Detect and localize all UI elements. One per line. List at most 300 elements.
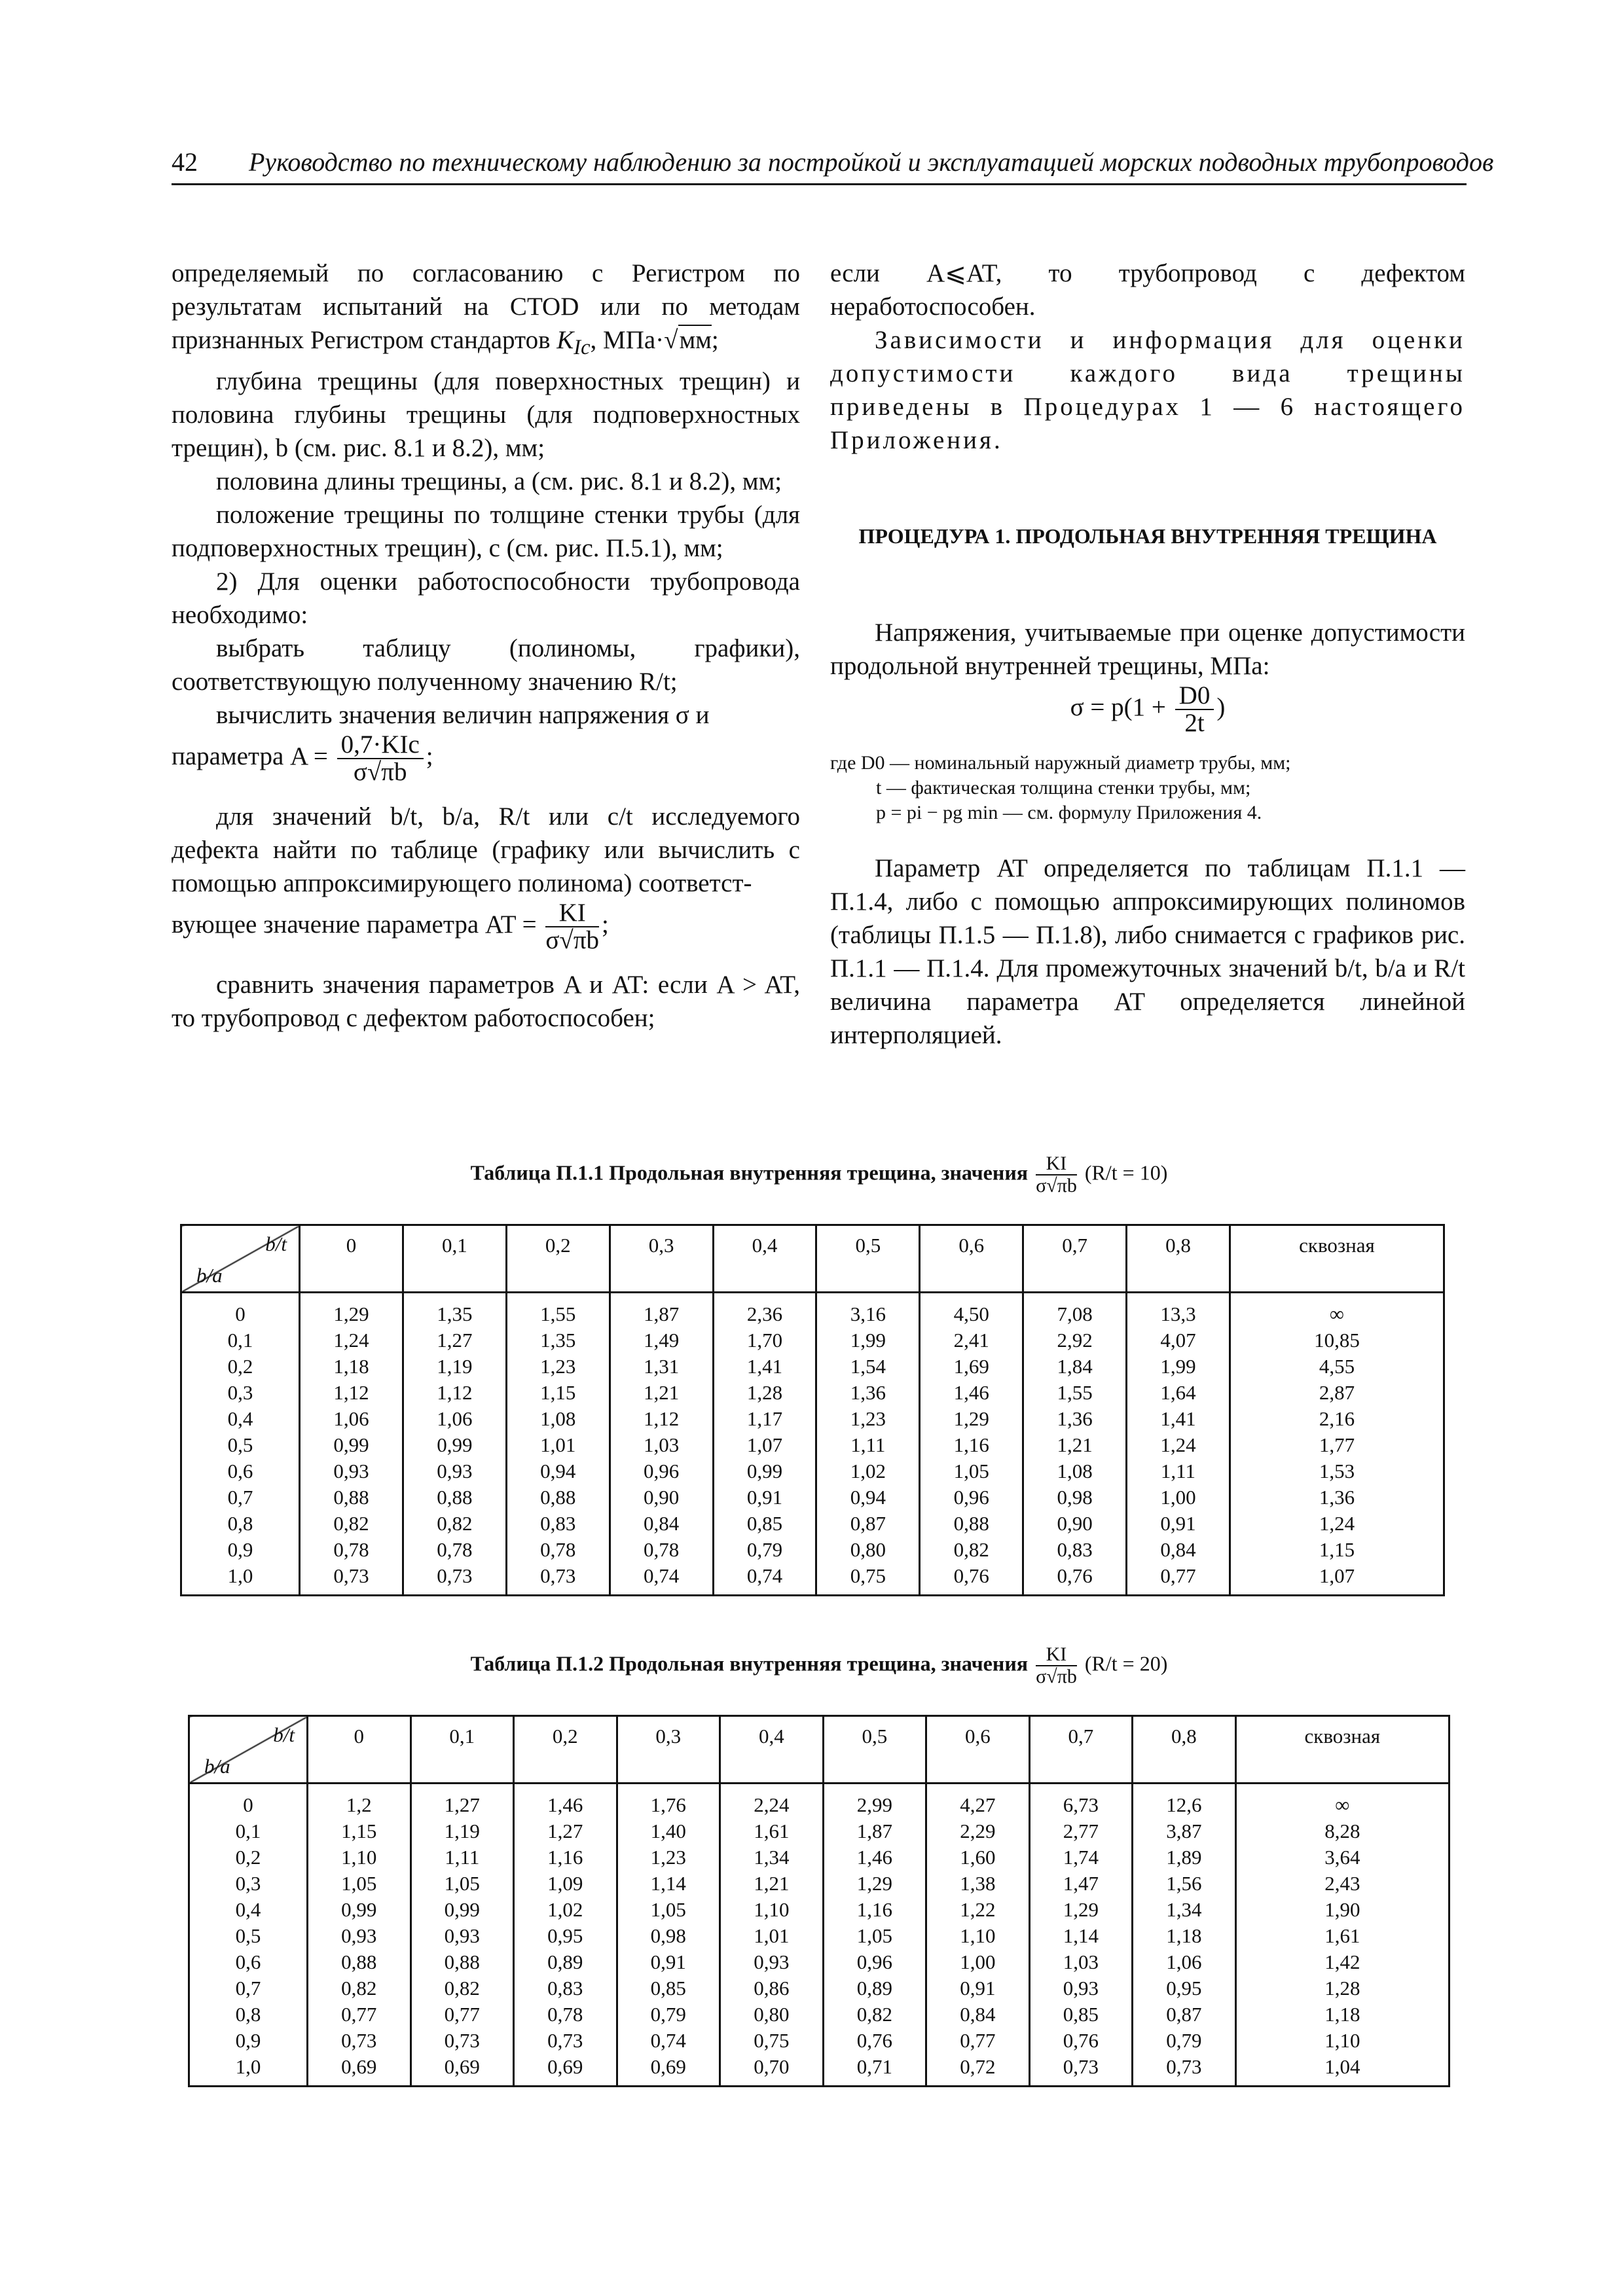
where-line-1: где D0 — номинальный наружный диаметр трубы, мм; xyxy=(830,752,1291,774)
table-column-cell xyxy=(514,1784,617,2087)
table-value: 1,05 xyxy=(341,1872,377,1895)
table-value: 0,72 xyxy=(960,2055,996,2078)
row-label: 0,4 xyxy=(235,1898,261,1921)
table-value: 1,90 xyxy=(1324,1898,1360,1921)
table-value: 0,99 xyxy=(444,1898,480,1921)
table-value: 0,93 xyxy=(437,1460,473,1482)
table-value: 1,11 xyxy=(445,1846,480,1869)
table-value: 0,87 xyxy=(850,1512,886,1535)
row-label: 0,3 xyxy=(235,1872,261,1895)
table-value: 1,09 xyxy=(547,1872,583,1895)
table-value: 1,29 xyxy=(333,1302,369,1325)
table-value: 1,19 xyxy=(437,1355,473,1378)
table-value: 0,73 xyxy=(1063,2055,1099,2078)
table-value: 0,88 xyxy=(953,1512,989,1535)
table-value: 1,03 xyxy=(643,1433,680,1456)
table-value: 0,85 xyxy=(650,1977,686,2000)
table-value: 1,10 xyxy=(754,1898,790,1921)
table-value: 1,17 xyxy=(746,1407,783,1430)
table-value: 1,12 xyxy=(643,1407,680,1430)
table-value: 0,88 xyxy=(341,1950,377,1973)
table-value: 0,98 xyxy=(1057,1486,1093,1509)
table-value: 0,69 xyxy=(650,2055,686,2078)
table-value: 1,76 xyxy=(650,1793,686,1816)
row-label: 0,1 xyxy=(227,1329,253,1352)
table-value: 1,38 xyxy=(960,1872,996,1895)
column-header: 0,5 xyxy=(816,1225,920,1293)
table-value: 1,01 xyxy=(540,1433,576,1456)
table-value: 1,15 xyxy=(1319,1538,1355,1561)
table-value: 0,73 xyxy=(1166,2055,1202,2078)
table-value: 4,50 xyxy=(953,1302,989,1325)
table-value: 1,11 xyxy=(850,1433,886,1456)
row-label: 0 xyxy=(243,1793,253,1816)
table-value: 1,27 xyxy=(444,1793,480,1816)
row-label: 0,5 xyxy=(227,1433,253,1456)
table-value: 0,82 xyxy=(437,1512,473,1535)
table-value: 1,06 xyxy=(333,1407,369,1430)
table-value: 1,69 xyxy=(953,1355,989,1378)
table-value: 1,46 xyxy=(547,1793,583,1816)
table-column-cell xyxy=(1023,1293,1127,1596)
table-value: 0,84 xyxy=(960,2003,996,2026)
table-value: 1,01 xyxy=(754,1924,790,1947)
table-value: 0,93 xyxy=(444,1924,480,1947)
column-header: 0,6 xyxy=(926,1716,1030,1784)
table-value: 1,74 xyxy=(1063,1846,1099,1869)
table-value: 1,12 xyxy=(333,1381,369,1404)
table-value: 0,73 xyxy=(341,2029,377,2052)
table-value: 0,95 xyxy=(547,1924,583,1947)
table-column-cell xyxy=(926,1784,1030,2087)
page-header xyxy=(172,143,1494,185)
table-value: 2,99 xyxy=(856,1793,892,1816)
table-value: 1,05 xyxy=(856,1924,892,1947)
table-value: 0,86 xyxy=(754,1977,790,2000)
fraction-sigma: $\frac{D0}{2t}$ xyxy=(1175,683,1214,736)
table-column-cell xyxy=(1230,1293,1444,1596)
table-value: 1,10 xyxy=(1324,2029,1360,2052)
table-column-cell xyxy=(713,1293,816,1596)
table-value: 0,73 xyxy=(444,2029,480,2052)
table-value: 0,91 xyxy=(650,1950,686,1973)
table-value: 10,85 xyxy=(1314,1329,1360,1352)
table-value: 1,60 xyxy=(960,1846,996,1869)
right-column xyxy=(830,257,1465,1052)
table-value: 0,78 xyxy=(547,2003,583,2026)
table-value: 1,23 xyxy=(540,1355,576,1378)
column-header: 0,1 xyxy=(410,1716,514,1784)
table-value: 7,08 xyxy=(1057,1302,1093,1325)
left-paragraph-5: 2) Для оценки работоспособности трубопровода необходимо: xyxy=(172,567,800,629)
table-1-caption: Таблица П.1.1 Продольная внутренняя трещина, значения $\frac{KI}{\sigma√\pi b}$ (R/t = 10) xyxy=(470,1153,1168,1196)
table-value: 0,98 xyxy=(650,1924,686,1947)
table-value: 1,29 xyxy=(1063,1898,1099,1921)
row-label: 1,0 xyxy=(235,2055,261,2078)
table-value: 0,99 xyxy=(746,1460,783,1482)
table-value: 0,76 xyxy=(953,1564,989,1587)
table-value: 2,87 xyxy=(1319,1381,1355,1404)
table-value: 1,53 xyxy=(1319,1460,1355,1482)
table-value: 0,85 xyxy=(1063,2003,1099,2026)
right-paragraph-1: если A⩽AT, то трубопровод с дефектом неработоспособен. xyxy=(830,259,1465,321)
table-value: 1,36 xyxy=(1319,1486,1355,1509)
table-value: 1,35 xyxy=(540,1329,576,1352)
table-value: ∞ xyxy=(1329,1302,1344,1325)
row-label: 0,8 xyxy=(235,2003,261,2026)
table-value: 1,18 xyxy=(1166,1924,1202,1947)
table-value: 2,16 xyxy=(1319,1407,1355,1430)
column-header: 0,7 xyxy=(1029,1716,1133,1784)
left-paragraph-11: сравнить значения параметров A и AT: если A > AT, то трубопровод с дефектом работоспособен; xyxy=(172,970,800,1032)
table-value: 1,10 xyxy=(960,1924,996,1947)
table-value: 1,40 xyxy=(650,1820,686,1842)
data-table-1 xyxy=(180,1224,1445,1596)
table-value: 0,75 xyxy=(850,1564,886,1587)
table-value: 0,93 xyxy=(333,1460,369,1482)
table-value: 0,75 xyxy=(754,2029,790,2052)
left-paragraph-3: половина длины трещины, a (см. рис. 8.1 и 8.2), мм; xyxy=(216,467,782,495)
table-value: 1,16 xyxy=(856,1898,892,1921)
row-label: 0,1 xyxy=(235,1820,261,1842)
table-column-cell xyxy=(617,1784,720,2087)
table-value: 1,36 xyxy=(850,1381,886,1404)
table-value: 1,21 xyxy=(1057,1433,1093,1456)
table-value: 1,29 xyxy=(953,1407,989,1430)
table-value: 0,79 xyxy=(746,1538,783,1561)
table-value: 0,78 xyxy=(437,1538,473,1561)
left-paragraph-7: вычислить значения величин напряжения σ и xyxy=(216,700,710,729)
row-label: 0,3 xyxy=(227,1381,253,1404)
table-value: 0,76 xyxy=(1063,2029,1099,2052)
table-column-cell xyxy=(720,1784,824,2087)
table-value: 1,14 xyxy=(650,1872,686,1895)
row-labels-column xyxy=(181,1293,300,1596)
running-title: Руководство по техническому наблюдению за постройкой и эксплуатацией морских подводных трубопроводов xyxy=(249,147,1494,177)
left-column xyxy=(172,257,800,1035)
row-label: 0,6 xyxy=(235,1950,261,1973)
table-column-cell xyxy=(410,1784,514,2087)
data-table-2 xyxy=(188,1715,1450,2087)
column-header: 0,5 xyxy=(823,1716,926,1784)
table-value: 4,55 xyxy=(1319,1355,1355,1378)
table-value: 0,94 xyxy=(850,1486,886,1509)
table-value: 0,99 xyxy=(437,1433,473,1456)
table-value: 0,78 xyxy=(333,1538,369,1561)
row-label: 0,8 xyxy=(227,1512,253,1535)
column-header: 0,7 xyxy=(1023,1225,1127,1293)
column-header: 0,1 xyxy=(403,1225,506,1293)
table-column-cell xyxy=(610,1293,713,1596)
table-value: 1,18 xyxy=(333,1355,369,1378)
column-header: 0,3 xyxy=(610,1225,713,1293)
column-header: 0,6 xyxy=(920,1225,1023,1293)
table-value: 1,89 xyxy=(1166,1846,1202,1869)
table-value: 0,74 xyxy=(746,1564,783,1587)
table-value: 1,49 xyxy=(643,1329,680,1352)
table-value: 0,96 xyxy=(643,1460,680,1482)
table-value: 1,87 xyxy=(856,1820,892,1842)
table-value: 1,46 xyxy=(953,1381,989,1404)
table-value: 13,3 xyxy=(1160,1302,1196,1325)
table-value: 0,80 xyxy=(754,2003,790,2026)
left-paragraph-1: определяемый по согласованию с Регистром по результатам испытаний на CTOD или по методам признанных Регистром стандартов $K_{Ic}$, МПа·√мм; xyxy=(172,259,800,359)
table-value: 0,95 xyxy=(1166,1977,1202,2000)
table-value: 1,24 xyxy=(333,1329,369,1352)
table-value: 0,74 xyxy=(643,1564,680,1587)
table-value: 1,05 xyxy=(650,1898,686,1921)
table-value: 0,80 xyxy=(850,1538,886,1561)
fraction-a: $\frac{\text{0,7·KIc}}{\sigma√\pi b}$ xyxy=(337,732,424,785)
table-value: 4,27 xyxy=(960,1793,996,1816)
table-value: 0,99 xyxy=(333,1433,369,1456)
table-value: 1,55 xyxy=(540,1302,576,1325)
table-value: 0,73 xyxy=(437,1564,473,1587)
table-value: 1,87 xyxy=(643,1302,680,1325)
column-header: 0,2 xyxy=(506,1225,610,1293)
table-value: 0,82 xyxy=(341,1977,377,2000)
table-value: 0,82 xyxy=(953,1538,989,1561)
table-value: 2,92 xyxy=(1057,1329,1093,1352)
table-value: 0,70 xyxy=(754,2055,790,2078)
table-value: 1,21 xyxy=(754,1872,790,1895)
row-label: 0,6 xyxy=(227,1460,253,1482)
table-value: 1,99 xyxy=(1160,1355,1196,1378)
table-value: 0,85 xyxy=(746,1512,783,1535)
table-value: 4,07 xyxy=(1160,1329,1196,1352)
right-paragraph-2: Зависимости и информация для оценки допустимости каждого вида трещины приведены в Процедурах 1 — 6 настоящего Приложения. xyxy=(830,326,1465,454)
table-value: 2,43 xyxy=(1324,1872,1360,1895)
table-value: 1,15 xyxy=(341,1820,377,1842)
table-value: 0,79 xyxy=(1166,2029,1202,2052)
table-value: 0,99 xyxy=(341,1898,377,1921)
table-value: 0,83 xyxy=(1057,1538,1093,1561)
formula-parameter-a: параметра A = $\frac{\text{0,7·KIc}}{\sigma√\pi b}$ ; xyxy=(172,730,433,786)
page-number: 42 xyxy=(172,147,198,177)
table-value: 0,91 xyxy=(960,1977,996,2000)
table-column-cell xyxy=(920,1293,1023,1596)
table-value: 1,07 xyxy=(746,1433,783,1456)
table-value: 1,24 xyxy=(1160,1433,1196,1456)
table-value: 1,47 xyxy=(1063,1872,1099,1895)
table-value: 0,93 xyxy=(1063,1977,1099,2000)
table-value: 1,56 xyxy=(1166,1872,1202,1895)
table-value: 3,64 xyxy=(1324,1846,1360,1869)
table-value: 1,02 xyxy=(850,1460,886,1482)
table-value: 0,88 xyxy=(540,1486,576,1509)
table-value: 1,02 xyxy=(547,1898,583,1921)
table-value: 1,11 xyxy=(1160,1460,1195,1482)
table-value: 0,94 xyxy=(540,1460,576,1482)
column-header: 0,3 xyxy=(617,1716,720,1784)
table-body xyxy=(181,1293,1444,1596)
table-value: 0,71 xyxy=(856,2055,892,2078)
table-value: 0,88 xyxy=(333,1486,369,1509)
table-value: 1,28 xyxy=(746,1381,783,1404)
formula-parameter-at: вующее значение параметра AT = $\frac{KI}{\sigma√\pi b}$ ; xyxy=(172,898,609,954)
table-value: 1,41 xyxy=(746,1355,783,1378)
table-value: 1,41 xyxy=(1160,1407,1196,1430)
column-header: 0 xyxy=(308,1716,411,1784)
left-paragraph-2: глубина трещины (для поверхностных трещин) и половина глубины трещины (для подповерхностных трещин), b (см. рис. 8.1 и 8.2), мм; xyxy=(172,367,800,462)
column-header: 0,2 xyxy=(514,1716,617,1784)
table-column-cell xyxy=(506,1293,610,1596)
row-label: 0,7 xyxy=(227,1486,253,1509)
table-value: 0,82 xyxy=(856,2003,892,2026)
row-label: 0,9 xyxy=(235,2029,261,2052)
table-value: 2,77 xyxy=(1063,1820,1099,1842)
table-value: 1,21 xyxy=(643,1381,680,1404)
table-value: 1,22 xyxy=(960,1898,996,1921)
table-value: 1,07 xyxy=(1319,1564,1355,1587)
row-label: 0 xyxy=(235,1302,246,1325)
table-value: 1,64 xyxy=(1160,1381,1196,1404)
table-value: 1,00 xyxy=(960,1950,996,1973)
table-value: 0,82 xyxy=(444,1977,480,2000)
table-value: 0,73 xyxy=(547,2029,583,2052)
table-value: 1,08 xyxy=(1057,1460,1093,1482)
table-value: 0,74 xyxy=(650,2029,686,2052)
column-header: 0,4 xyxy=(720,1716,824,1784)
table-value: 0,69 xyxy=(341,2055,377,2078)
where-line-3: p = pi − pg min — см. формулу Приложения 4. xyxy=(876,802,1262,823)
procedure-title: ПРОЦЕДУРА 1. ПРОДОЛЬНАЯ ВНУТРЕННЯЯ ТРЕЩИНА xyxy=(858,524,1437,548)
table-value: 1,18 xyxy=(1324,2003,1360,2026)
table-value: 3,16 xyxy=(850,1302,886,1325)
table-value: 1,05 xyxy=(953,1460,989,1482)
table-value: 1,06 xyxy=(437,1407,473,1430)
row-label: 0,9 xyxy=(227,1538,253,1561)
table-value: 0,77 xyxy=(444,2003,480,2026)
table-value: 0,93 xyxy=(341,1924,377,1947)
table-column-cell xyxy=(308,1784,411,2087)
table-value: 1,46 xyxy=(856,1846,892,1869)
column-header: 0,8 xyxy=(1133,1716,1236,1784)
table-2-caption: Таблица П.1.2 Продольная внутренняя трещина, значения $\frac{KI}{\sigma√\pi b}$ (R/t = 20) xyxy=(470,1643,1168,1687)
table-column-cell xyxy=(300,1293,403,1596)
table-value: 1,08 xyxy=(540,1407,576,1430)
table-value: 0,69 xyxy=(547,2055,583,2078)
left-paragraph-4: положение трещины по толщине стенки трубы (для подповерхностных трещин), c (см. рис. П.5.1), мм; xyxy=(172,500,800,562)
table-value: 6,73 xyxy=(1063,1793,1099,1816)
table-value: 1,2 xyxy=(346,1793,372,1816)
table-value: 0,96 xyxy=(856,1950,892,1973)
table-value: 1,84 xyxy=(1057,1355,1093,1378)
right-paragraph-3: Напряжения, учитываемые при оценке допустимости продольной внутренней трещины, МПа: xyxy=(830,619,1465,680)
table-value: 1,16 xyxy=(953,1433,989,1456)
table-value: 1,16 xyxy=(547,1846,583,1869)
table-value: 1,10 xyxy=(341,1846,377,1869)
right-paragraph-4: Параметр AT определяется по таблицам П.1.1 — П.1.4, либо с помощью аппроксимирующих полиномов (таблицы П.1.5 — П.1.8), либо снимается с графиков рис. П.1.1 — П.1.4. Для промежуточных значений b/t, b/a и R/t величина параметра AT определяется линейной интерполяцией. xyxy=(830,854,1465,1049)
column-header: 0 xyxy=(300,1225,403,1293)
table-value: 1,27 xyxy=(547,1820,583,1842)
table-value: 2,41 xyxy=(953,1329,989,1352)
table-value: 0,83 xyxy=(540,1512,576,1535)
left-paragraph-9: для значений b/t, b/a, R/t или c/t исследуемого дефекта найти по таблице (графику или вычислить с помощью аппроксимирующего полинома) соответст- xyxy=(172,802,800,897)
table-value: 3,87 xyxy=(1166,1820,1202,1842)
table-value: 1,06 xyxy=(1166,1950,1202,1973)
table-value: 0,90 xyxy=(643,1486,680,1509)
table-value: 1,04 xyxy=(1324,2055,1360,2078)
row-label: 0,2 xyxy=(227,1355,253,1378)
table-value: 0,83 xyxy=(547,1977,583,2000)
table-value: 12,6 xyxy=(1166,1793,1202,1816)
table-column-cell xyxy=(1127,1293,1230,1596)
table-value: 0,79 xyxy=(650,2003,686,2026)
table-value: 2,24 xyxy=(754,1793,790,1816)
table-value: 1,35 xyxy=(437,1302,473,1325)
table-value: 0,73 xyxy=(333,1564,369,1587)
table-value: 1,23 xyxy=(850,1407,886,1430)
table-1-corner-header: b/t b/a xyxy=(181,1225,300,1293)
table-value: 0,77 xyxy=(341,2003,377,2026)
table-value: 0,69 xyxy=(444,2055,480,2078)
table-value: 2,29 xyxy=(960,1820,996,1842)
table-value: 1,61 xyxy=(1324,1924,1360,1947)
table-value: 0,91 xyxy=(1160,1512,1196,1535)
table-value: 1,23 xyxy=(650,1846,686,1869)
table-value: ∞ xyxy=(1335,1793,1350,1816)
row-label: 0,5 xyxy=(235,1924,261,1947)
table-value: 1,05 xyxy=(444,1872,480,1895)
table-value: 0,90 xyxy=(1057,1512,1093,1535)
table-value: 1,54 xyxy=(850,1355,886,1378)
column-header: сквозная xyxy=(1235,1716,1449,1784)
table-value: 1,14 xyxy=(1063,1924,1099,1947)
table-value: 1,29 xyxy=(856,1872,892,1895)
table-column-cell xyxy=(816,1293,920,1596)
table-value: 0,87 xyxy=(1166,2003,1202,2026)
table-value: 0,78 xyxy=(643,1538,680,1561)
table-value: 1,34 xyxy=(754,1846,790,1869)
table-body xyxy=(189,1784,1450,2087)
table-value: 0,89 xyxy=(856,1977,892,2000)
table-value: 0,76 xyxy=(856,2029,892,2052)
table-column-cell xyxy=(1133,1784,1236,2087)
table-value: 0,73 xyxy=(540,1564,576,1587)
table-value: 0,77 xyxy=(1160,1564,1196,1587)
table-value: 1,12 xyxy=(437,1381,473,1404)
table-value: 1,03 xyxy=(1063,1950,1099,1973)
table-2-corner-header: b/t b/a xyxy=(189,1716,308,1784)
table-value: 0,76 xyxy=(1057,1564,1093,1587)
formula-sigma: σ = p(1 + $\frac{D0}{2t}$ ) xyxy=(1070,681,1226,737)
table-value: 1,19 xyxy=(444,1820,480,1842)
table-1-caption-fraction: $\frac{KI}{\sigma√\pi b}$ xyxy=(1036,1153,1077,1196)
table-value: 0,84 xyxy=(1160,1538,1196,1561)
table-column-cell xyxy=(403,1293,506,1596)
table-value: 1,00 xyxy=(1160,1486,1196,1509)
table-value: 1,77 xyxy=(1319,1433,1355,1456)
table-column-cell xyxy=(823,1784,926,2087)
table-column-cell xyxy=(1235,1784,1449,2087)
table-value: 1,36 xyxy=(1057,1407,1093,1430)
table-value: 0,93 xyxy=(754,1950,790,1973)
table-value: 0,89 xyxy=(547,1950,583,1973)
row-labels-column xyxy=(189,1784,308,2087)
column-header: 0,8 xyxy=(1127,1225,1230,1293)
row-label: 0,4 xyxy=(227,1407,253,1430)
table-value: 1,70 xyxy=(746,1329,783,1352)
column-header: 0,4 xyxy=(713,1225,816,1293)
table-value: 1,28 xyxy=(1324,1977,1360,2000)
table-value: 0,77 xyxy=(960,2029,996,2052)
table-column-cell xyxy=(1029,1784,1133,2087)
column-header: сквозная xyxy=(1230,1225,1444,1293)
table-value: 0,88 xyxy=(444,1950,480,1973)
table-value: 1,42 xyxy=(1324,1950,1360,1973)
table-value: 0,84 xyxy=(643,1512,680,1535)
